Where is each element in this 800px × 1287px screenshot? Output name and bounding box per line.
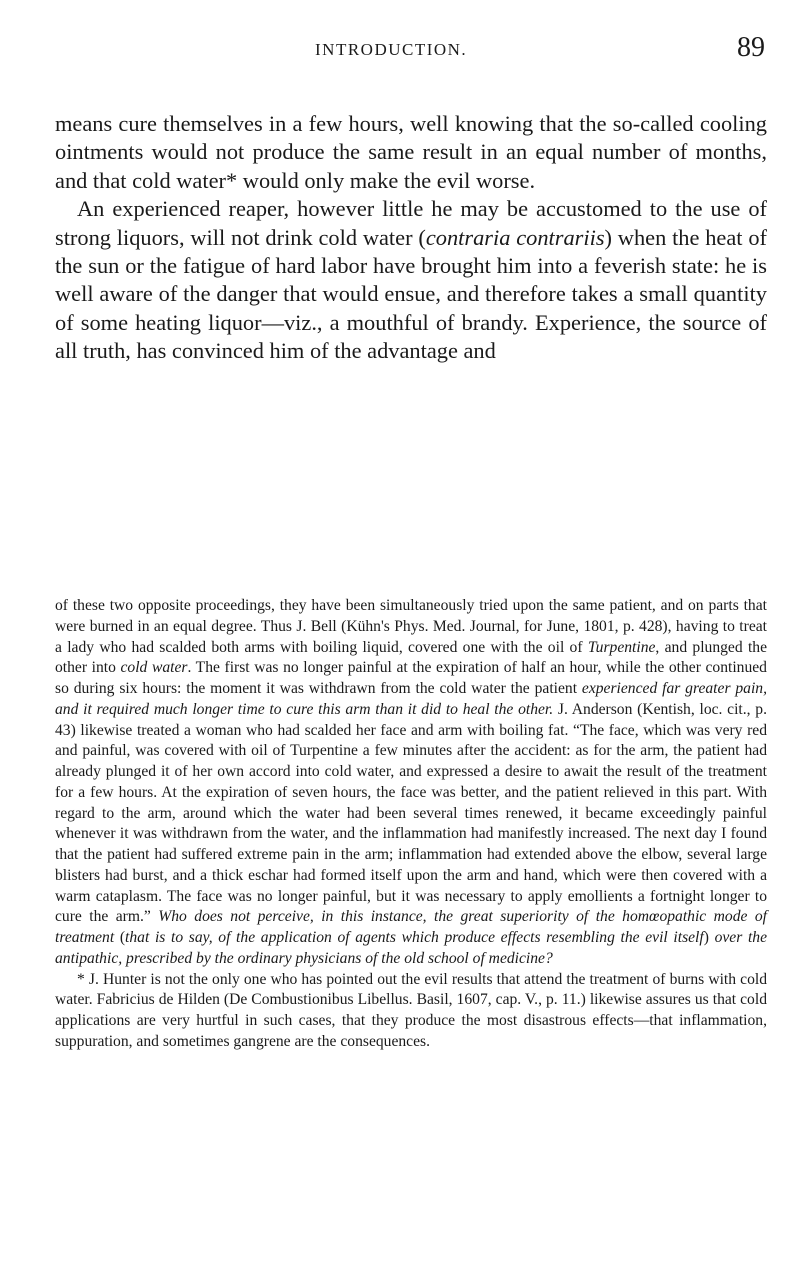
page-number: 89 <box>737 32 765 63</box>
text-run: would only make the evil worse. <box>237 167 536 193</box>
italic-run: Who does not perceive, in this instance, the great superiority of the homœopathic mode of treatment <box>55 908 767 946</box>
text-run: ) when the heat of the sun or the fatigue of hard labor have brought him into a feverish state: he is well aware of the danger that would ensue, and therefore takes a small quantity of some heating liquor—viz., a mouthful of brandy. Experience, the source of all truth, has convinced him of the advantage and <box>55 224 767 364</box>
footnote-marker: * <box>225 167 238 193</box>
text-run: J. Anderson (Kentish, loc. cit., p. 43) likewise treated a woman who had scalded her face and arm with boiling fat. “The face, which was very red and painful, was covered with oil of Turpentine a few minutes after the accident: as for the arm, the patient had already plunged it of her own accord into cold water, and expressed a desire to await the result of the treatment for a few hours. At the expiration of seven hours, the face was better, and the patient relieved in this part. With regard to the arm, around which the water had been several times renewed, it became exceedingly painful whenever it was withdrawn from the water, and the inflammation had manifestly increased. The next day I found that the patient had suffered extreme pain in the arm; inflammation had extended above the elbow, several large blisters had burst, and a thick eschar had formed itself upon the arm and hand, which were then covered with a warm cataplasm. The face was no longer painful, but it was necessary to apply emollients a fortnight longer to cure the arm.” <box>55 700 767 926</box>
text-run: ( <box>114 929 126 946</box>
footnote-continuation <box>55 596 767 970</box>
body-paragraph-2 <box>55 195 767 365</box>
text-run: , and plunged the other into <box>55 638 767 677</box>
italic-run: that is to say, of the application of agents which produce effects resembling the evil itself <box>125 929 704 946</box>
main-text <box>55 110 767 366</box>
italic-run: experienced far greater pain, and it required much longer time to cure this arm than it did to heal the other. <box>55 680 767 718</box>
text-run: ) <box>703 929 715 946</box>
running-title: INTRODUCTION. <box>315 40 468 59</box>
footnotes <box>55 596 767 1053</box>
italic-run: over the antipathic, prescribed by the ordinary physicians of the old school of medicine? <box>55 929 768 967</box>
italic-run: cold water <box>120 659 188 677</box>
body-paragraph-1 <box>55 110 767 195</box>
text-run: of these two opposite proceedings, they have been simultaneously tried upon the same patient, and on parts that were burned in an equal degree. Thus J. Bell (Kühn's Phys. Med. Journal, for June, 1801, p. 428), having to treat a lady who had scalded both arms with boiling liquid, covered one with the oil of <box>55 597 767 656</box>
text-run: . The first was no longer painful at the expiration of half an hour, while the other continued so during six hours: the moment it was withdrawn from the cold water the patient <box>55 659 767 697</box>
latin-phrase: contraria contrariis <box>425 224 605 250</box>
running-head <box>55 32 765 72</box>
italic-run: Turpentine <box>587 638 656 656</box>
footnote-star: * J. Hunter is not the only one who has pointed out the evil results that attend the treatment of burns with cold water. Fabricius de Hilden (De Combustionibus Libellus. Basil, 1607, cap. V., p. 11.) likewise assures us that cold applications are very hurtful in such cases, that they produce the most disastrous effects—that inflammation, suppuration, and sometimes gangrene are the consequences. <box>55 970 767 1050</box>
text-run: An experienced reaper, however little he may be accustomed to the use of strong liquors, will not drink cold water ( <box>55 196 767 250</box>
text-run: means cure themselves in a few hours, well knowing that the so-called cooling ointments would not produce the same result in an equal number of months, and that cold water <box>55 111 767 193</box>
